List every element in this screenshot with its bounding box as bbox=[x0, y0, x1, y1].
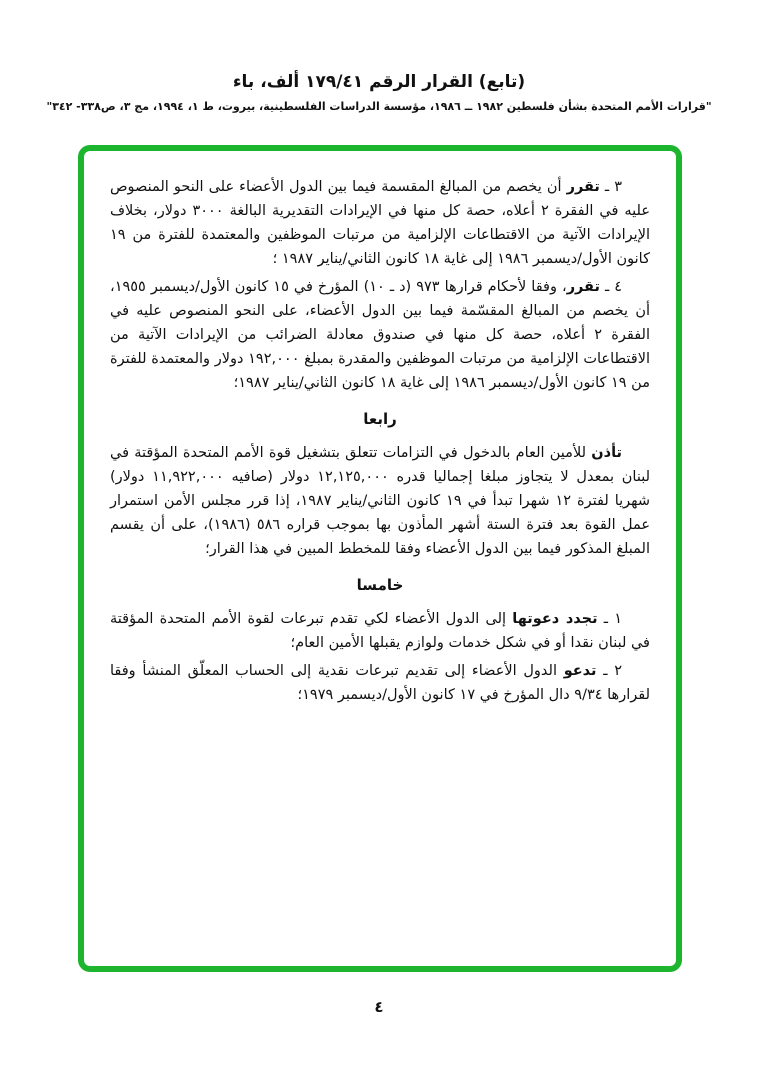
clause-text: ، وفقا لأحكام قرارها ٩٧٣ (د ـ ١٠) المؤرخ في ١٥ كانون الأول/ديسمبر ١٩٥٥، أن يخصم من المبالغ المقسّمة فيما بين الدول الأعضاء، على النحو المنصوص عليه في الفقرة ٢ أعلاه، حصة كل منها في صندوق معادلة الضرائب من الإيرادات الآتية من الاقتطاعات الإلزامية من مرتبات الموظفين والمقدرة بمبلغ ١٩٢,٠٠٠ دولار والمعتمدة للفترة من ١٩ كانون الأول/ديسمبر ١٩٨٦ إلى غاية ١٨ كانون الثاني/يناير ١٩٨٧؛ bbox=[110, 279, 651, 391]
operative-verb: تقرر bbox=[566, 279, 600, 295]
clause-1-paragraph bbox=[110, 607, 650, 655]
clause-number: ١ ـ bbox=[597, 611, 623, 627]
operative-verb: تأذن bbox=[591, 445, 622, 461]
operative-verb: تجدد دعوتها bbox=[512, 611, 598, 627]
operative-verb: تدعو bbox=[563, 663, 597, 679]
clause-number: ٤ ـ bbox=[599, 279, 623, 295]
clause-4-paragraph bbox=[110, 275, 650, 395]
clause-text: للأمين العام بالدخول في التزامات تتعلق بتشغيل قوة الأمم المتحدة المؤقتة في لبنان بمعدل لا يتجاوز مبلغا إجماليا قدره ١٢,١٢٥,٠٠٠ دولار (صافيه ١١,٩٢٢,٠٠٠ دولار) شهريا لفترة ١٢ شهرا تبدأ في ١٩ كانون الثاني/يناير ١٩٨٧، إذا قرر مجلس الأمن استمرار عمل القوة بعد فترة الستة أشهر المأذون بها بموجب قراره ٥٨٦ (١٩٨٦)، على أن يقسم المبلغ المذكور فيما بين الدول الأعضاء وفقا للمخطط المبين في هذا القرار؛ bbox=[110, 445, 651, 557]
operative-verb: تقرر bbox=[566, 179, 600, 195]
section-fourth-paragraph bbox=[110, 441, 650, 561]
page-number: ٤ bbox=[374, 998, 384, 1016]
section-heading-fifth: خامسا bbox=[356, 576, 404, 594]
clause-text: إلى الدول الأعضاء لكي تقدم تبرعات لقوة الأمم المتحدة المؤقتة في لبنان نقدا أو في شكل خدمات ولوازم يقبلها الأمين العام؛ bbox=[110, 611, 650, 651]
clause-number: ٢ ـ bbox=[596, 663, 622, 679]
page-header bbox=[0, 72, 758, 113]
citation-line: "قرارات الأمم المتحدة بشأن فلسطين ١٩٨٢ ــ ١٩٨٦، مؤسسة الدراسات الفلسطينية، بيروت، ط ١، ١٩٩٤، مج ٣، ص٣٣٨- ٣٤٢" bbox=[46, 100, 712, 113]
clause-3-paragraph bbox=[110, 175, 650, 271]
clause-text: الدول الأعضاء إلى تقديم تبرعات نقدية إلى الحساب المعلّق المنشأ وفقا لقرارها ٩/٣٤ دال المؤرخ في ١٧ كانون الأول/ديسمبر ١٩٧٩؛ bbox=[110, 663, 650, 703]
clause-text: أن يخصم من المبالغ المقسمة فيما بين الدول الأعضاء على النحو المنصوص عليه في الفقرة ٢ أعلاه، حصة كل منها في الإيرادات التقديرية البالغة ٣٠٠٠ دولار، بخلاف الإيرادات الآتية من الاقتطاعات الإلزامية من مرتبات الموظفين والمعتمدة للفترة من ١٩ كانون الأول/ديسمبر ١٩٨٦ إلى غاية ١٨ كانون الثاني/يناير ١٩٨٧ ؛ bbox=[110, 179, 650, 267]
resolution-body bbox=[110, 175, 650, 711]
section-heading-fourth: رابعا bbox=[363, 410, 397, 428]
clause-number: ٣ ـ bbox=[599, 179, 622, 195]
resolution-title: (تابع) القرار الرقم ١٧٩/٤١ ألف، باء bbox=[232, 72, 526, 92]
green-border-frame bbox=[78, 145, 682, 972]
clause-2-paragraph bbox=[110, 659, 650, 707]
